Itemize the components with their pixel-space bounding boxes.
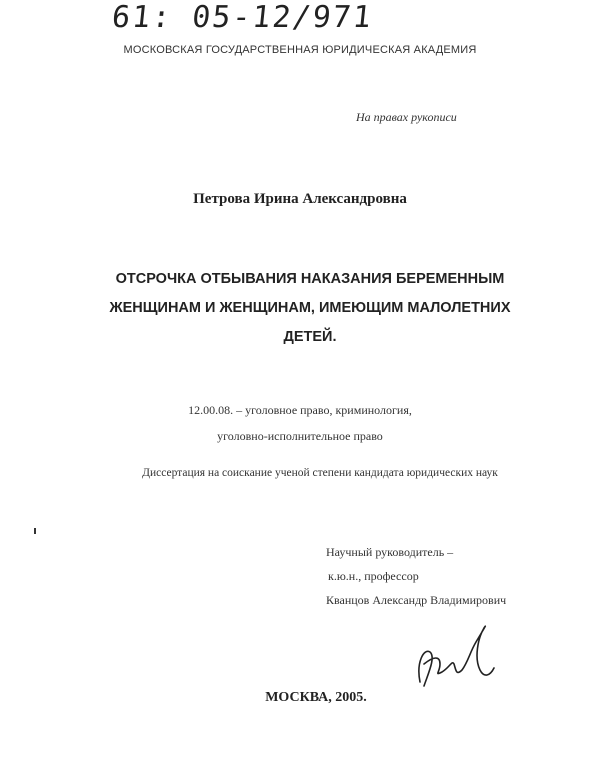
- degree-statement: Диссертация на соискание ученой степени кандидата юридических наук: [142, 467, 498, 479]
- scan-mark: [34, 528, 36, 534]
- specialty: [0, 397, 600, 449]
- archive-code: 61: 05-12/971: [110, 0, 375, 35]
- specialty-line: 12.00.08. – уголовное право, криминология,: [188, 403, 412, 417]
- author-name: Петрова Ирина Александровна: [193, 191, 407, 207]
- dissertation-title: [80, 265, 540, 352]
- specialty-line: уголовно-исполнительное право: [217, 429, 383, 443]
- supervisor-line: Научный руководитель –: [326, 545, 454, 559]
- rights-note: На правах рукописи: [356, 110, 457, 124]
- title-line: ДЕТЕЙ.: [283, 329, 337, 345]
- institution-name: МОСКОВСКАЯ ГОСУДАРСТВЕННАЯ ЮРИДИЧЕСКАЯ АКАДЕМИЯ: [123, 44, 477, 56]
- supervisor-line: Кванцов Александр Владимирович: [326, 593, 507, 607]
- supervisor-block: [326, 540, 506, 612]
- title-line: ЖЕНЩИНАМ И ЖЕНЩИНАМ, ИМЕЮЩИМ МАЛОЛЕТНИХ: [109, 300, 511, 316]
- title-line: ОТСРОЧКА ОТБЫВАНИЯ НАКАЗАНИЯ БЕРЕМЕННЫМ: [115, 271, 505, 287]
- signature: [410, 612, 500, 696]
- city-year: МОСКВА, 2005.: [265, 690, 367, 705]
- supervisor-line: к.ю.н., профессор: [328, 569, 419, 583]
